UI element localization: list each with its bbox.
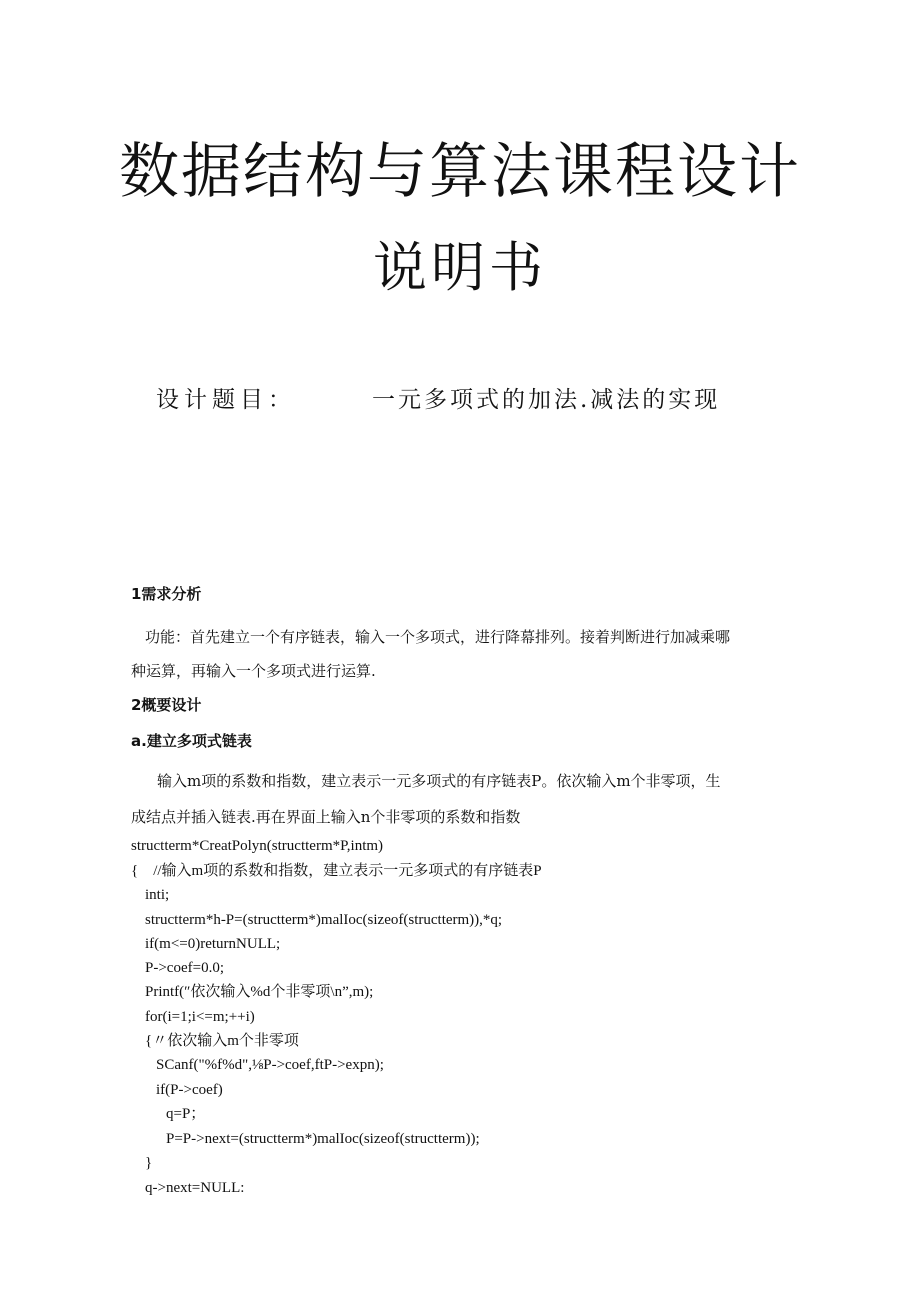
code-line: if(P->coef) <box>156 1082 223 1098</box>
document-subtitle: 说明书 <box>373 236 547 299</box>
code-line: {〃依次输入m个非零项 <box>145 1033 299 1049</box>
code-line: structterm*h-P=(structterm*)malIoc(sizeof(structterm)),*q; <box>145 912 503 928</box>
section-heading-requirements: 1需求分析 <box>131 585 202 603</box>
section-heading-overview: 2概要设计 <box>131 696 202 714</box>
code-line: SCanf("%f%d",⅛P->coef,ftP->expn); <box>156 1057 384 1073</box>
linked-list-paragraph-line: 输入m项的系数和指数，建立表示一元多项式的有序链表P。依次输入m个非零项，生 <box>157 772 721 790</box>
code-line: q->next=NULL: <box>145 1180 245 1196</box>
code-line: P->coef=0.0; <box>145 960 224 976</box>
subsection-heading-linked-list: a.建立多项式链表 <box>131 732 252 750</box>
code-line: q=P； <box>166 1106 206 1122</box>
code-line: Printf(″依次输入%d个非零项\n”,m); <box>145 984 374 1000</box>
code-line: { //输入m项的系数和指数，建立表示一元多项式的有序链表P <box>131 863 542 879</box>
code-line: for(i=1;i<=m;++i) <box>145 1009 255 1025</box>
requirements-paragraph-line: 种运算，再输入一个多项式进行运算. <box>131 662 376 680</box>
code-line: if(m<=0)returnNULL; <box>145 936 281 952</box>
code-line: inti; <box>145 887 170 903</box>
topic-value: 一元多项式的加法.减法的实现 <box>372 387 721 413</box>
document-title: 数据结构与算法课程设计 <box>119 137 801 207</box>
linked-list-paragraph-line: 成结点并插入链表.再在界面上输入n个非零项的系数和指数 <box>131 808 521 826</box>
topic-label: 设计题目： <box>156 387 296 413</box>
code-line: } <box>145 1155 153 1171</box>
code-line: structterm*CreatPolyn(structterm*P,intm) <box>131 838 384 854</box>
requirements-paragraph-line: 功能：首先建立一个有序链表，输入一个多项式，进行降幕排列。接着判断进行加减乘哪 <box>145 628 731 646</box>
code-line: P=P->next=(structterm*)malIoc(sizeof(structterm)); <box>166 1131 480 1147</box>
